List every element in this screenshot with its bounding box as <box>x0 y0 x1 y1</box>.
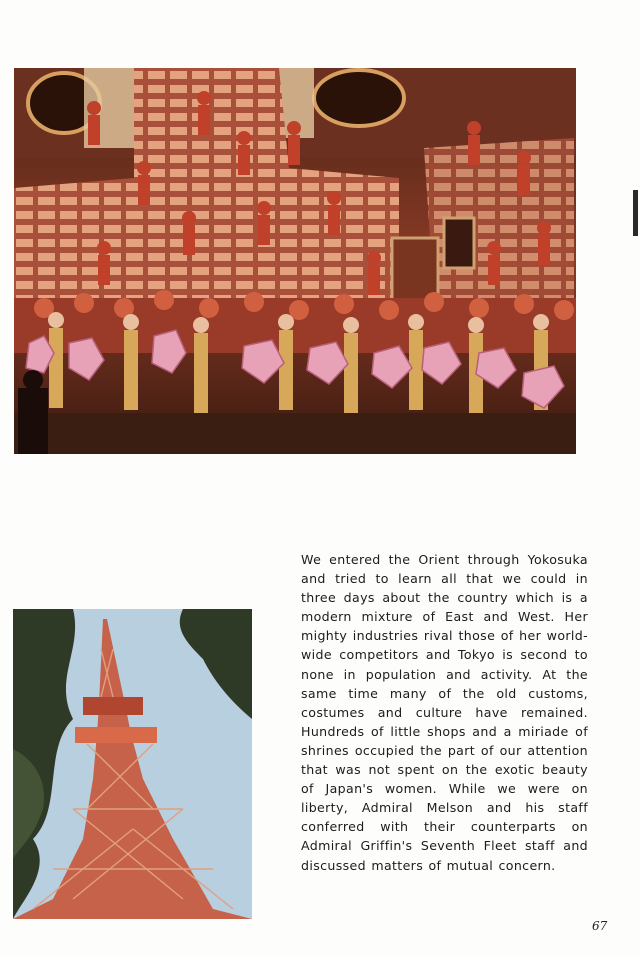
tokyo-tower-photo <box>13 609 252 919</box>
page-number: 67 <box>592 919 608 933</box>
article-text: We entered the Orient through Yokosuka and tried to learn all that we could in three days about the country which is a modern mixture of East and West. Her mighty industries rival those of her world-wide competitors and Tokyo is second to none in population and activity. At the same time many of the old customs, costumes and culture have remained. Hundreds of little shops and a miriade of shrines occupied the part of our attention that was not spent on the exotic beauty of Japan's women. While we were on liberty, Admiral Melson and his staff conferred with their counterparts on Admiral Griffin's Seventh Fleet staff and discussed matters of mutual concern. <box>301 552 588 873</box>
revue-stage-photo <box>14 68 576 454</box>
page-edge-mark <box>633 190 638 236</box>
